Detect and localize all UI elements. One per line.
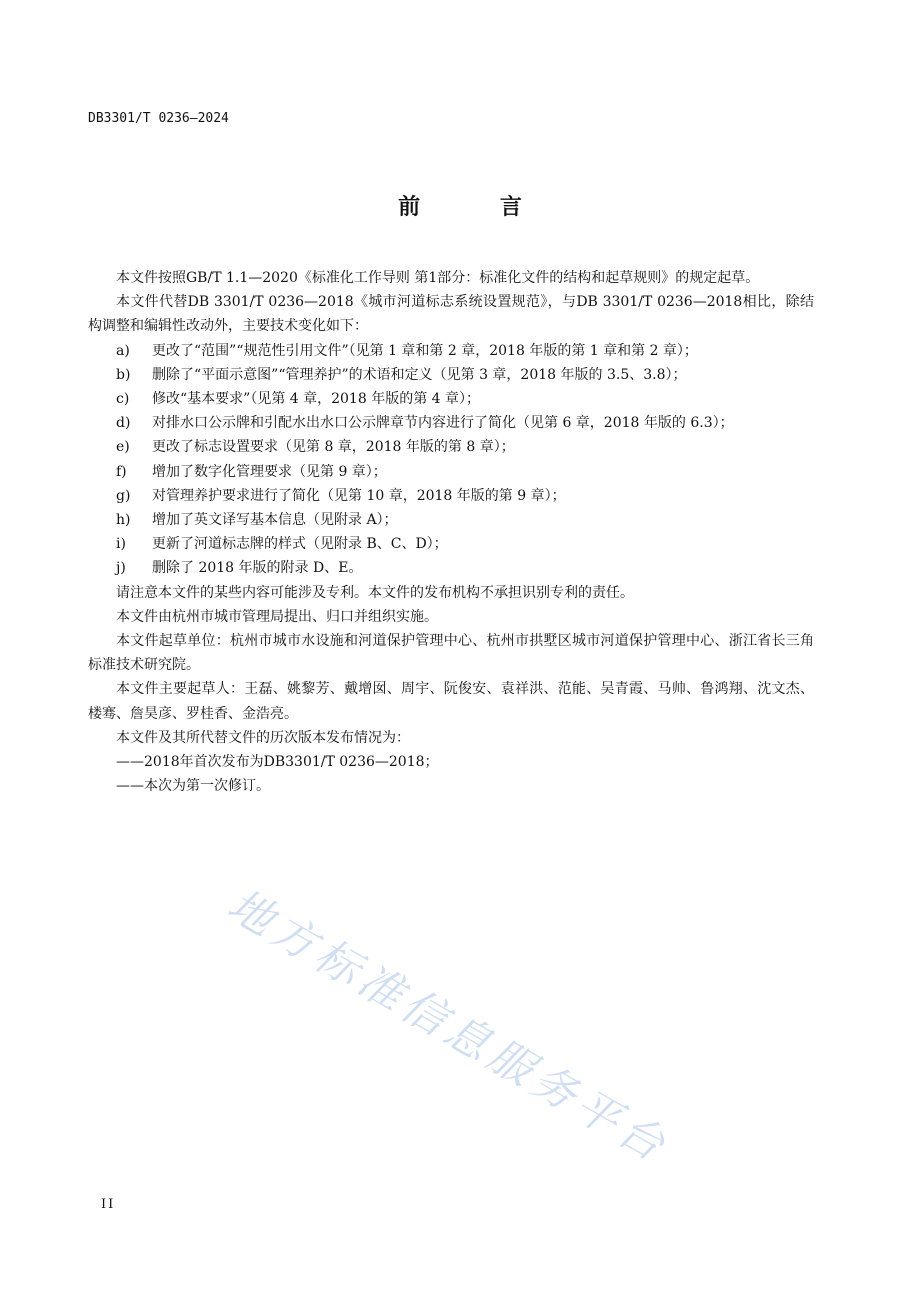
list-item: [88, 363, 814, 387]
list-marker: d): [116, 415, 131, 432]
list-item: [88, 435, 814, 459]
list-item: [88, 484, 814, 508]
list-marker: i): [116, 536, 126, 553]
paragraph-version-history: 本文件及其所代替文件的历次版本发布情况为：: [116, 729, 410, 746]
list-item: [88, 339, 814, 363]
list-item: [88, 411, 814, 435]
page-number: II: [101, 1197, 116, 1212]
paragraph-replacement: 本文件代替DB 3301/T 0236—2018《城市河道标志系统设置规范》，与DB 3301/T 0236—2018相比，除结构调整和编辑性改动外，主要技术变化如下：: [88, 294, 814, 335]
list-item-text: 增加了数字化管理要求（见第 9 章）；: [152, 463, 387, 480]
paragraph-drafters: 本文件主要起草人：王磊、姚黎芳、戴增囡、周宇、阮俊安、袁祥洪、范能、吴青霞、马帅、鲁鸿翔、沈文杰、楼骞、詹昊彦、罗桂香、金浩亮。: [88, 681, 814, 722]
list-item-text: 更改了标志设置要求（见第 8 章，2018 年版的第 8 章）；: [152, 439, 515, 456]
list-marker: a): [116, 342, 130, 359]
list-marker: h): [116, 512, 131, 529]
list-marker: g): [116, 487, 131, 504]
document-code: DB3301/T 0236—2024: [88, 111, 229, 126]
list-marker: j): [116, 560, 126, 577]
list-item-text: 对排水口公示牌和引配水出水口公示牌章节内容进行了简化（见第 6 章，2018 年版的 6.3）；: [152, 415, 734, 432]
page-title: 前 言: [398, 195, 558, 220]
list-item: [88, 460, 814, 484]
history-item: ——本次为第一次修订。: [116, 778, 270, 795]
list-item: [88, 556, 814, 580]
list-marker: b): [116, 366, 131, 383]
paragraph-proposer: 本文件由杭州市城市管理局提出、归口并组织实施。: [116, 608, 438, 625]
list-item: [88, 508, 814, 532]
history-item: ——2018年首次发布为DB3301/T 0236—2018；: [116, 754, 439, 771]
list-item-text: 对管理养护要求进行了简化（见第 10 章，2018 年版的第 9 章）；: [152, 487, 566, 504]
list-item-text: 增加了英文译写基本信息（见附录 A）；: [152, 512, 398, 529]
list-marker: f): [116, 463, 127, 480]
paragraph-patent-notice: 请注意本文件的某些内容可能涉及专利。本文件的发布机构不承担识别专利的责任。: [116, 584, 634, 601]
list-item-text: 更新了河道标志牌的样式（见附录 B、C、D）；: [152, 536, 448, 553]
paragraph-drafting-units: 本文件起草单位：杭州市城市水设施和河道保护管理中心、杭州市拱墅区城市河道保护管理中心、浙江省长三角标准技术研究院。: [88, 633, 814, 674]
list-item-text: 删除了“平面示意图”“管理养护”的术语和定义（见第 3 章，2018 年版的 3.5、3.8）；: [152, 366, 687, 383]
list-marker: e): [116, 439, 130, 456]
paragraph-drafting-rules: 本文件按照GB/T 1.1—2020《标准化工作导则 第1部分：标准化文件的结构和起草规则》的规定起草。: [116, 270, 760, 286]
list-item: [88, 532, 814, 556]
list-item-text: 删除了 2018 年版的附录 D、E。: [152, 560, 363, 577]
watermark: 地方标准信息服务平台: [219, 879, 678, 1174]
foreword-body: [88, 266, 814, 798]
list-item: [88, 387, 814, 411]
list-marker: c): [116, 391, 130, 408]
list-item-text: 更改了“范围”“规范性引用文件”（见第 1 章和第 2 章，2018 年版的第 1 章和第 2 章）；: [152, 342, 698, 359]
list-item-text: 修改“基本要求”（见第 4 章，2018 年版的第 4 章）；: [152, 391, 481, 408]
